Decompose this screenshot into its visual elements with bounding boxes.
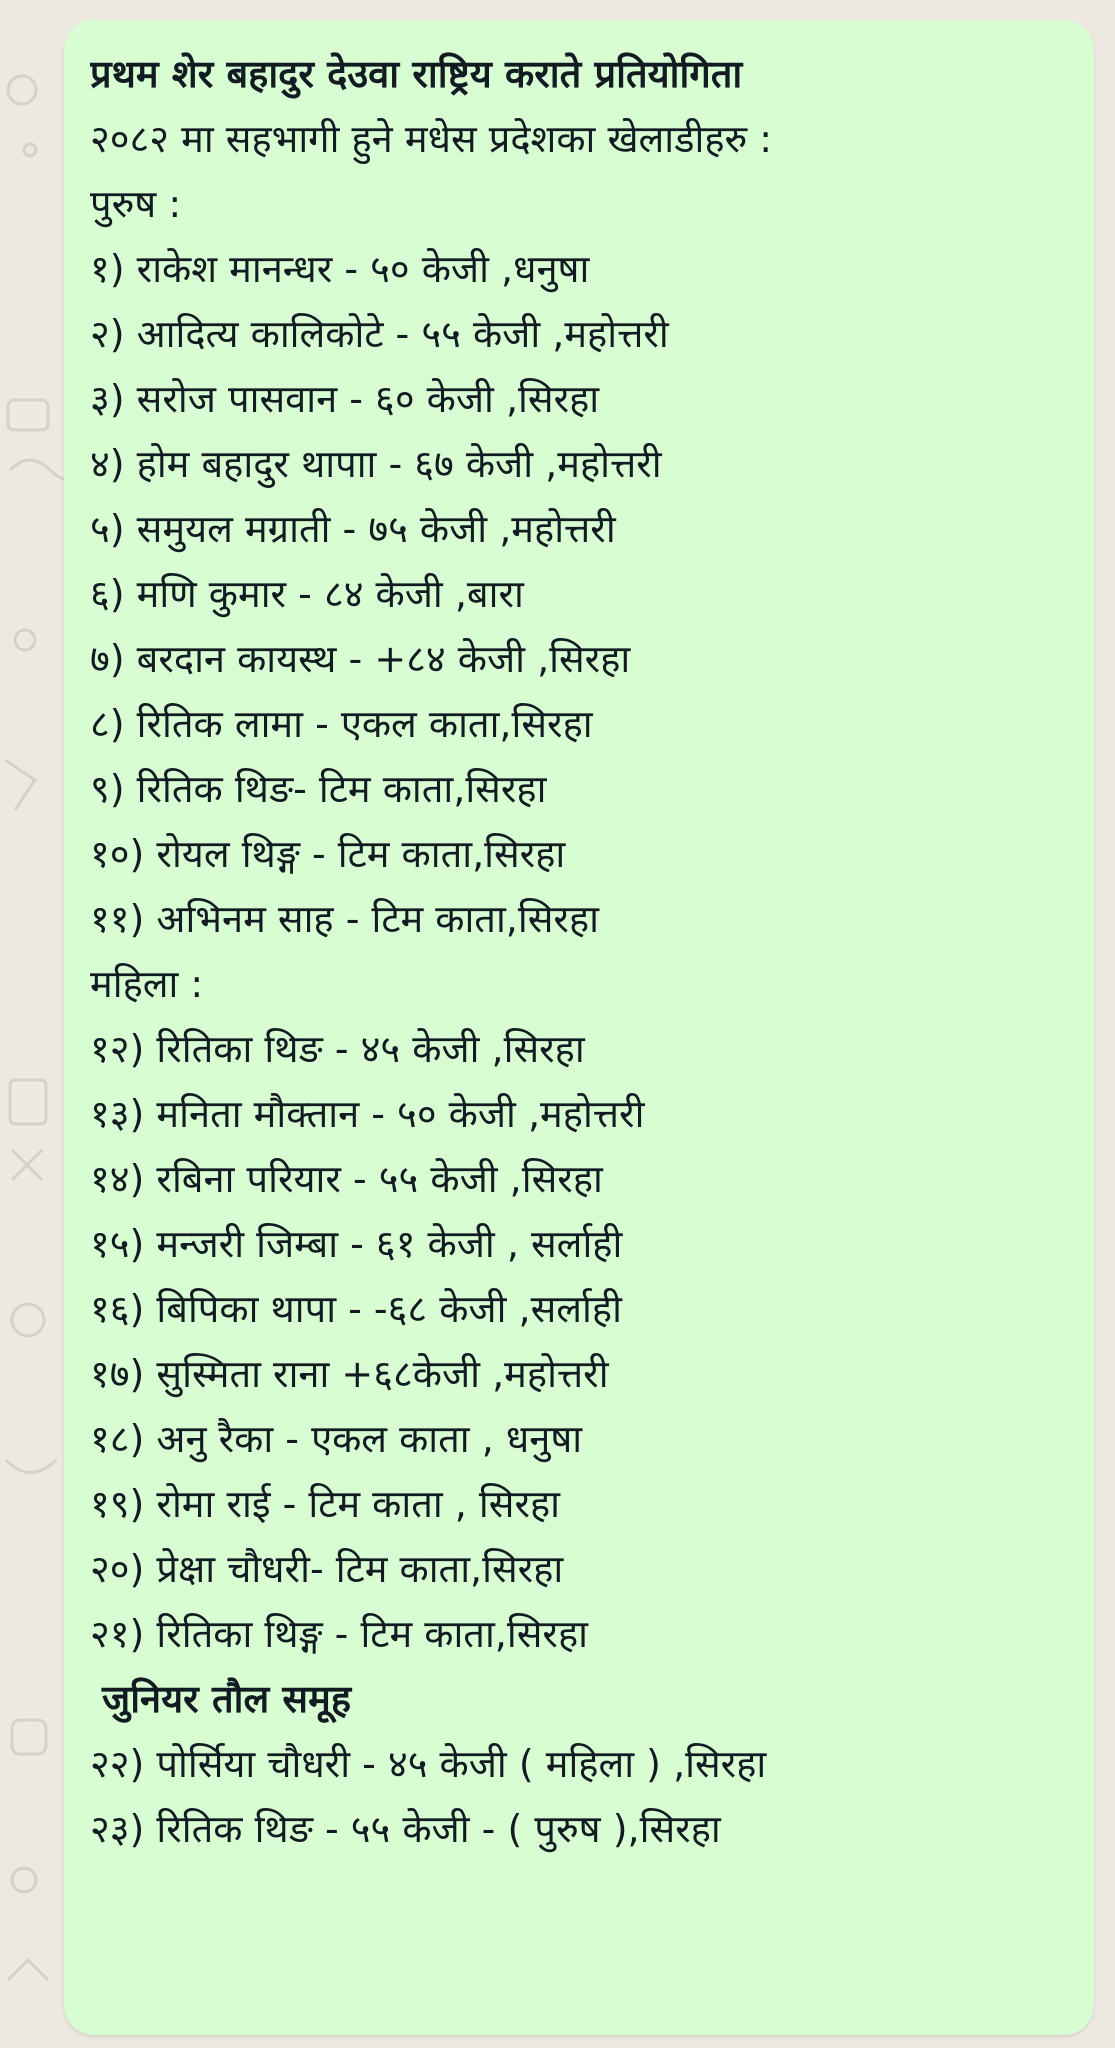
message-bubble[interactable] (64, 20, 1094, 2035)
list-item-men: ६) मणि कुमार - ८४ केजी ,बारा (90, 572, 524, 616)
men-heading: पुरुष : (90, 182, 182, 226)
list-item-women: १२) रितिका थिङ - ४५ केजी ,सिरहा (90, 1027, 585, 1071)
list-item-men: २) आदित्य कालिकोटे - ५५ केजी ,महोत्तरी (90, 312, 669, 356)
list-item-women: १४) रबिना परियार - ५५ केजी ,सिरहा (90, 1157, 603, 1201)
list-item-women: २०) प्रेक्षा चौधरी- टिम काता,सिरहा (90, 1547, 564, 1591)
title-line-2: २०८२ मा सहभागी हुने मधेस प्रदेशका खेलाडीहरु : (90, 117, 773, 161)
list-item-junior: २३) रितिक थिङ - ५५ केजी - ( पुरुष ),सिरहा (90, 1807, 721, 1851)
list-item-men: १) राकेश मानन्धर - ५० केजी ,धनुषा (90, 247, 590, 291)
list-item-men: ५) समुयल मग्राती - ७५ केजी ,महोत्तरी (90, 507, 616, 551)
list-item-men: ७) बरदान कायस्थ - +८४ केजी ,सिरहा (90, 637, 631, 681)
women-heading: महिला : (90, 962, 204, 1006)
list-item-women: १९) रोमा राई - टिम काता , सिरहा (90, 1482, 561, 1526)
list-item-men: ४) होम बहादुर थापाा - ६७ केजी ,महोत्तरी (90, 442, 662, 486)
list-item-women: १६) बिपिका थापा - -६८ केजी ,सर्लाही (90, 1287, 622, 1331)
list-item-men: ८) रितिक लामा - एकल काता,सिरहा (90, 702, 593, 746)
list-item-women: १५) मन्जरी जिम्बा - ६१ केजी , सर्लाही (90, 1222, 623, 1266)
list-item-women: १८) अनु रैका - एकल काता , धनुषा (90, 1417, 583, 1461)
title-line-1: प्रथम शेर बहादुर देउवा राष्ट्रिय कराते प्रतियोगिता (90, 52, 743, 96)
list-item-junior: २२) पोर्सिया चौधरी - ४५ केजी ( महिला ) ,सिरहा (90, 1742, 767, 1786)
list-item-women: २१) रितिका थिङ्ग - टिम काता,सिरहा (90, 1612, 588, 1656)
list-item-men: ११) अभिनम साह - टिम काता,सिरहा (90, 897, 599, 941)
list-item-women: १७) सुस्मिता राना +६८केजी ,महोत्तरी (90, 1352, 609, 1396)
list-item-men: १०) रोयल थिङ्ग - टिम काता,सिरहा (90, 832, 566, 876)
list-item-women: १३) मनिता मौक्तान - ५० केजी ,महोत्तरी (90, 1092, 645, 1136)
list-item-men: ३) सरोज पासवान - ६० केजी ,सिरहा (90, 377, 600, 421)
junior-heading: जुनियर तौल समूह (102, 1677, 352, 1721)
list-item-men: ९) रितिक थिङ- टिम काता,सिरहा (90, 767, 547, 811)
